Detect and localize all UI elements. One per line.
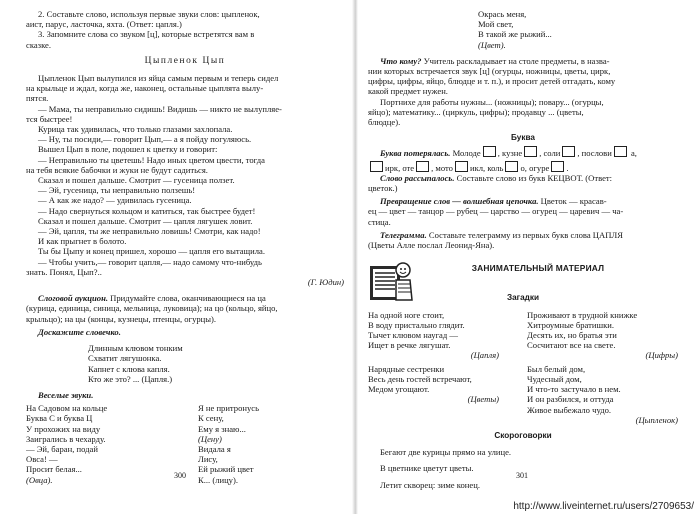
riddle-line: Ищет в речке лягушат. <box>368 340 451 351</box>
story-line: пятся. <box>26 93 49 104</box>
riddle-line: И что-то застучало в нем. <box>527 384 621 395</box>
story-author: (Г. Юдин) <box>307 277 344 288</box>
lost-word: . <box>566 162 569 173</box>
task-line: 3. Запомните слова со звуком [ц], которые встретятся вам в <box>38 29 255 40</box>
poem-line: Я не притронусь <box>198 403 260 414</box>
who-text: цифры, цифры, яйцо, блюдце и т. п.), и просит детей отгадать, кому <box>368 76 616 87</box>
story-line: — Чтобы учить,— говорит цапля,— надо самому что-нибудь <box>38 256 262 267</box>
story-line: Сказал и пошел дальше. Смотрит — цапля лягушек ловит. <box>38 215 253 226</box>
riddle-line: Нарядные сестренки <box>368 363 445 374</box>
story-line: — Эй, гусеница, ты неправильно ползешь! <box>38 185 196 196</box>
sounds-heading: Веселые звуки. <box>38 389 94 400</box>
auction-text: крыльцо); на цы (концы, кузнецы, птенцы, огурцы). <box>26 313 217 324</box>
telegram-line <box>368 230 678 240</box>
poem-line: Схватит лягушонка. <box>88 353 162 364</box>
lost-word: икл, коль <box>469 162 504 173</box>
riddle-line: Был белый дом, <box>527 363 586 374</box>
chain-text: стица. <box>368 216 391 227</box>
riddles-row-2 <box>368 364 678 425</box>
story-line: Сказал и пошел дальше. Смотрит — гусеница ползет. <box>38 175 235 186</box>
watermark-url: http://www.liveinternet.ru/users/2709653/ <box>513 501 694 512</box>
letter-box[interactable] <box>416 161 429 172</box>
poem-line: (Цвет). <box>478 39 506 50</box>
poem-line: В такой же рыжий... <box>478 29 552 40</box>
riddle-line: Чудесный дом, <box>527 373 582 384</box>
poem-line: Буква С и буква Ц <box>26 413 93 424</box>
lost-word: , послови <box>577 148 612 159</box>
who-line <box>368 56 678 66</box>
poem-line: У прохожих на виду <box>26 423 101 434</box>
story-line: Вышел Цып в поле, подошел к цветку и говорит: <box>38 144 218 155</box>
riddle-line: Весь день гостей встречают, <box>368 373 472 384</box>
page-number-left: 300 <box>174 470 186 480</box>
section-bukva: Буква <box>511 133 535 143</box>
poem-line: Капнет с клюва капля. <box>88 363 170 374</box>
story-line: — Неправильно ты цветешь! Надо иных цветом цвести, тогда <box>38 154 265 165</box>
poem-line: Ему я знаю... <box>198 423 246 434</box>
letter-box[interactable] <box>455 161 468 172</box>
story-title: Цыпленок Цып <box>144 55 226 66</box>
poem-line: Ей рыжий цвет <box>198 464 254 475</box>
story-line: — Ну, ты посиди,— говорит Цып,— а я пойду погуляюсь. <box>38 134 252 145</box>
lost-word: , кузне <box>497 148 523 159</box>
letter-box[interactable] <box>551 161 564 172</box>
finish-heading: Доскажите словечко. <box>38 326 121 337</box>
letter-box[interactable] <box>483 146 496 157</box>
who-text: нии которых встречается звук [ц] (огурцы, ножницы, цветы, цирк, <box>368 66 611 77</box>
auction-line <box>26 293 344 303</box>
finish-poem <box>26 343 344 384</box>
story-line: — Мама, ты неправильно сидишь! Видишь — никто не вылупляе- <box>38 103 282 114</box>
poem-line: Окрась меня, <box>478 9 527 19</box>
right-page <box>368 0 678 514</box>
riddle-line: В воду пристально глядит. <box>368 319 465 330</box>
poem-line: Просит белая... <box>26 464 82 475</box>
story-line: Цыпленок Цып вылупился из яйца самым первым и теперь сидел <box>38 73 279 84</box>
lost-word: , мото <box>431 162 453 173</box>
scatter-line <box>368 173 678 183</box>
story-line: — А как же надо? — удивилась гусеница. <box>38 195 192 206</box>
chain-text: ец — цвет — танцор — рубец — царство — огурец — царевич — ча- <box>368 206 624 217</box>
scatter-heading: Слово рассыпалось. <box>380 172 455 183</box>
story-line: тся быстрее! <box>26 113 73 124</box>
auction-text: (курица, единица, синица, мельница, луковица); на цо (кольцо, яйцо, <box>26 303 278 314</box>
scatter-answer: цветок.) <box>368 183 398 194</box>
poem-line: К сену, <box>198 413 224 424</box>
auction-text: Придумайте слова, оканчивающиеся на ца <box>108 293 266 304</box>
riddle-answer: (Цыпленок) <box>635 414 678 425</box>
who-text: Портнихе для работы нужны... (ножницы); повару... (огурцы, <box>380 96 604 107</box>
chain-line <box>368 196 678 206</box>
chain-text: Цветок — красав- <box>538 196 607 207</box>
poem-line: Длинным клювом тонким <box>88 343 183 354</box>
letter-box[interactable] <box>524 146 537 157</box>
poem-line: (Овца). <box>26 474 53 485</box>
letter-box[interactable] <box>562 146 575 157</box>
auction-heading: Слоговой аукцион. <box>38 293 108 304</box>
poem-line: Заигрались в чехарду. <box>26 433 106 444</box>
riddles-row-1 <box>368 310 678 361</box>
scatter-text: Составьте слово из букв КЕЦВОТ. (Ответ: <box>454 172 613 183</box>
chain-heading: Превращение слов — волшебная цепочка. <box>380 196 539 207</box>
riddle-answer: (Цапля) <box>470 350 499 361</box>
riddle-answer: (Цветы) <box>467 394 499 405</box>
fun-material-heading: ЗАНИМАТЕЛЬНЫЙ МАТЕРИАЛ <box>471 263 605 274</box>
poem-line: На Садовом на кольце <box>26 403 108 414</box>
who-text: яйцо); математику... (циркуль, цифры); продавцу ... (цветы, <box>368 106 584 117</box>
riddle <box>519 364 678 425</box>
telegram-text: Составьте телеграмму из первых букв слова ЦАПЛЯ <box>426 229 623 240</box>
story-line: И как прыгнет в болото. <box>38 236 127 247</box>
sounds-col-right <box>172 403 344 485</box>
who-text: блюдце). <box>368 117 401 128</box>
letter-box[interactable] <box>505 161 518 172</box>
lost-word: Молоде <box>450 148 481 159</box>
riddle-line: Десять их, но братья эти <box>527 330 617 341</box>
letter-box[interactable] <box>614 146 627 157</box>
story-line: на тебя всякие бабочки и жуки не будут садиться. <box>26 164 208 175</box>
poem-top <box>368 9 678 50</box>
riddle <box>368 364 519 425</box>
lost-letter-line <box>368 146 678 158</box>
story-line: — Эй, цапля, ты же неправильно ловишь! Смотри, как надо! <box>38 226 261 237</box>
lost-letter-line <box>368 161 678 173</box>
riddle-line: Проживают в трудной книжке <box>527 309 638 320</box>
poem-line: Мой свет, <box>478 19 514 30</box>
telegram-text: (Цветы Алле послал Леонид-Яна). <box>368 240 495 251</box>
riddles-heading: Загадки <box>507 293 539 303</box>
story-line: Ты бы Цыпу и конец пришел, хорошо — цапля его вытащила. <box>38 246 266 257</box>
poem-line: Овса! — <box>26 454 58 465</box>
story-line: знать. Понял, Цып?.. <box>26 266 102 277</box>
riddle-answer: (Цифры) <box>645 350 678 361</box>
lost-word: о, огуре <box>520 162 550 173</box>
poem-line: Кто же это? ... (Цапля.) <box>88 373 173 384</box>
task-line: аист, парус, ласточка, яхта. (Ответ: цапля.) <box>26 19 182 30</box>
story-text <box>26 73 344 277</box>
left-page <box>26 0 344 514</box>
task-line: 2. Составьте слово, используя первые звуки слов: цыпленок, <box>38 9 260 19</box>
riddle-line: Сосчитают все на свете. <box>527 340 616 351</box>
who-text: Учитель раскладывает на столе предметы, в назва- <box>421 55 610 66</box>
story-line: на крыльце и ждал, когда же, наконец, остальные цыплята вылу- <box>26 83 264 94</box>
story-line: — Надо свернуться кольцом и катиться, так быстрее будет! <box>38 205 256 216</box>
lost-heading: Буква потерялась. <box>380 148 451 159</box>
riddle-line: И он разбился, и оттуда <box>527 394 614 405</box>
poem-line: — Эй, баран, подай <box>26 443 98 454</box>
book-gutter <box>352 0 358 514</box>
tongue-twisters-heading: Скороговорки <box>494 430 552 440</box>
who-text: какой предмет нужен. <box>368 86 448 97</box>
riddle-line: На одной ноге стоит, <box>368 309 445 320</box>
lost-word: а, <box>628 148 637 159</box>
telegram-heading: Телеграмма. <box>380 229 427 240</box>
sounds-col-left <box>26 403 172 485</box>
task-line: сказке. <box>26 39 51 50</box>
riddle <box>519 310 678 361</box>
poem-line: К... (лицу). <box>198 474 238 485</box>
book-reading-icon <box>368 258 414 304</box>
riddle-line: Медом угощают. <box>368 384 430 395</box>
riddle <box>368 310 519 361</box>
lost-word: ирк, оте <box>385 162 415 173</box>
riddle-line: Живое выбежало чудо. <box>527 404 612 415</box>
who-heading: Что кому? <box>380 55 422 66</box>
riddle-line: Хитроумные братишки. <box>527 319 615 330</box>
tongue-twister: Бегают две курицы прямо на улице. <box>380 447 512 458</box>
poem-line: Лису, <box>198 454 218 465</box>
poem-line: Видала я <box>198 443 231 454</box>
tongue-twister: Летит скворец: зиме конец. <box>380 479 480 490</box>
page-number-right: 301 <box>516 470 528 480</box>
story-line: Курица так удивилась, что только глазами захлопала. <box>38 124 233 135</box>
lost-word: , соли <box>539 148 561 159</box>
riddle-line: Тычет клювом наугад — <box>368 330 458 341</box>
letter-box[interactable] <box>370 161 383 172</box>
tongue-twister: В цветнике цветут цветы. <box>380 463 474 474</box>
poem-line: (Цену) <box>198 433 222 444</box>
